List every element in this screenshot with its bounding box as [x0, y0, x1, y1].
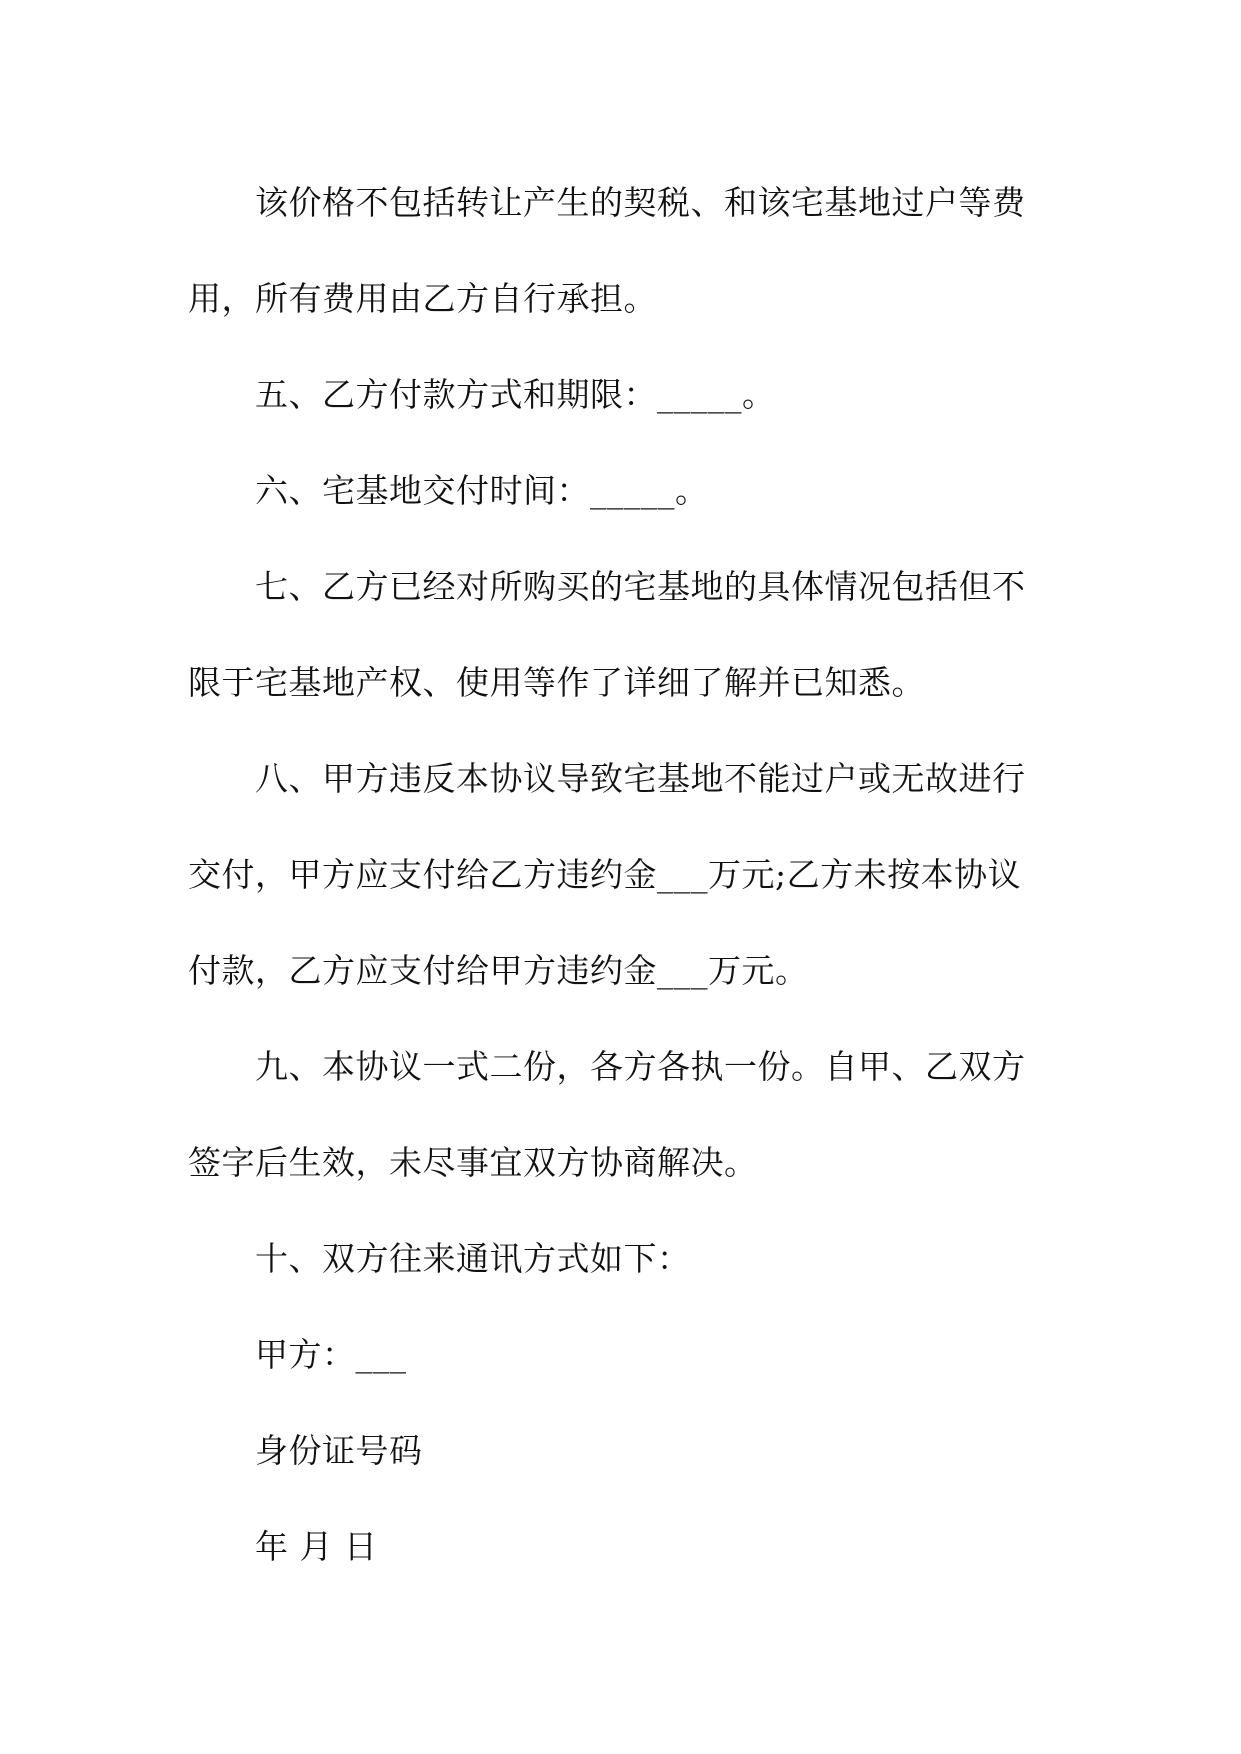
clause-7-line-2: 限于宅基地产权、使用等作了详细了解并已知悉。	[188, 663, 925, 702]
party-a-field: 甲方：___	[255, 1335, 407, 1374]
clause-10-contact: 十、双方往来通讯方式如下：	[255, 1239, 691, 1278]
clause-7-line-1: 七、乙方已经对所购买的宅基地的具体情况包括但不	[255, 567, 1026, 606]
clause-6-delivery-time: 六、宅基地交付时间：_____。	[255, 471, 709, 510]
clause-8-line-1: 八、甲方违反本协议导致宅基地不能过户或无故进行	[255, 759, 1026, 798]
clause-8-line-3: 付款，乙方应支付给甲方违约金___万元。	[188, 951, 809, 990]
id-number-field: 身份证号码	[255, 1431, 423, 1470]
date-field: 年 月 日	[255, 1527, 378, 1566]
paragraph-price-line-2: 用，所有费用由乙方自行承担。	[188, 279, 657, 318]
clause-9-line-2: 签字后生效，未尽事宜双方协商解决。	[188, 1143, 758, 1182]
clause-9-line-1: 九、本协议一式二份，各方各执一份。自甲、乙双方	[255, 1047, 1026, 1086]
paragraph-price-line-1: 该价格不包括转让产生的契税、和该宅基地过户等费	[255, 183, 1026, 222]
clause-8-line-2: 交付，甲方应支付给乙方违约金___万元;乙方未按本协议	[188, 855, 1022, 894]
clause-5-payment: 五、乙方付款方式和期限：_____。	[255, 375, 776, 414]
